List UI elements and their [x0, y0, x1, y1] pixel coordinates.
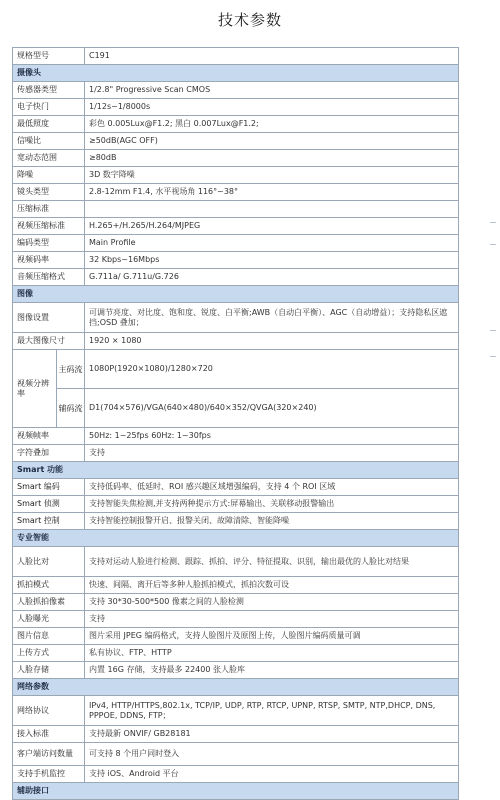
row-value: D1(704×576)/VGA(640×480)/640×352/QVGA(320×240) [85, 389, 459, 428]
table-row [13, 577, 459, 594]
row-label: 上传方式 [13, 645, 85, 662]
row-value: 1920 × 1080 [85, 333, 459, 350]
section-title: 辅助接口 [13, 783, 459, 800]
margin-tick [490, 356, 496, 357]
section-title: 专业智能 [13, 530, 459, 547]
row-value: 3D 数字降噪 [85, 167, 459, 184]
row-value: ≥50dB(AGC OFF) [85, 133, 459, 150]
table-row [13, 547, 459, 577]
row-value: 支持智能控制报警开启、报警关闭、故障清除、智能降噪 [85, 513, 459, 530]
row-label: 降噪 [13, 167, 85, 184]
row-label: 人脸曝光 [13, 611, 85, 628]
section-header [13, 679, 459, 696]
table-row [13, 628, 459, 645]
table-row [13, 116, 459, 133]
row-value: 支持 [85, 611, 459, 628]
section-header [13, 530, 459, 547]
table-row [13, 513, 459, 530]
row-label: 最低照度 [13, 116, 85, 133]
table-row [13, 99, 459, 116]
resolution-label: 视频分辨率 [13, 350, 57, 428]
row-value: 32 Kbps~16Mbps [85, 252, 459, 269]
section-title: 图像 [13, 286, 459, 303]
row-label: Smart 控制 [13, 513, 85, 530]
row-value: 可支持 8 个用户同时登入 [85, 743, 459, 766]
row-label: 编码类型 [13, 235, 85, 252]
table-row [13, 766, 459, 783]
table-row [13, 218, 459, 235]
table-row [13, 48, 459, 65]
table-row [13, 235, 459, 252]
section-header [13, 462, 459, 479]
row-value: 1080P(1920×1080)/1280×720 [85, 350, 459, 389]
row-label: 压缩标准 [13, 201, 85, 218]
row-label: 电子快门 [13, 99, 85, 116]
row-value: 2.8-12mm F1.4, 水平视场角 116°~38° [85, 184, 459, 201]
table-row [13, 726, 459, 743]
row-value: 可调节亮度、对比度、饱和度、锐度、白平衡;AWB（自动白平衡）、AGC（自动增益）；支持隐私区遮挡;OSD 叠加； [85, 303, 459, 333]
row-value: 支持 [85, 445, 459, 462]
row-label: 镜头类型 [13, 184, 85, 201]
row-label: 规格型号 [13, 48, 85, 65]
table-row [13, 428, 459, 445]
row-value: 支持 30*30-500*500 像素之间的人脸检测 [85, 594, 459, 611]
row-label: 抓拍模式 [13, 577, 85, 594]
row-label: 字符叠加 [13, 445, 85, 462]
margin-marks [470, 222, 500, 262]
table-row [13, 184, 459, 201]
row-value: 图片采用 JPEG 编码格式，支持人脸图片及原图上传，人脸图片编码质量可调 [85, 628, 459, 645]
row-label: 人脸存储 [13, 662, 85, 679]
table-row [13, 303, 459, 333]
row-value: 彩色 0.005Lux@F1.2; 黑白 0.007Lux@F1.2; [85, 116, 459, 133]
row-label: 宽动态范围 [13, 150, 85, 167]
table-row [13, 333, 459, 350]
table-row [13, 479, 459, 496]
table-row [13, 167, 459, 184]
section-title: Smart 功能 [13, 462, 459, 479]
row-value: 内置 16G 存储，支持最多 22400 张人脸库 [85, 662, 459, 679]
margin-tick [490, 330, 496, 331]
row-label: 音频压缩格式 [13, 269, 85, 286]
row-value: 支持最新 ONVIF/ GB28181 [85, 726, 459, 743]
row-label: Smart 侦测 [13, 496, 85, 513]
row-label: 视频码率 [13, 252, 85, 269]
section-header [13, 286, 459, 303]
table-row [13, 743, 459, 766]
margin-tick [490, 222, 496, 223]
table-row [13, 445, 459, 462]
row-label: 支持手机监控 [13, 766, 85, 783]
margin-tick [490, 244, 496, 245]
row-value: 快速、间隔、离开后等多种人脸抓拍模式，抓拍次数可设 [85, 577, 459, 594]
table-row [13, 662, 459, 679]
table-row [13, 496, 459, 513]
row-label: 接入标准 [13, 726, 85, 743]
row-label: 图像设置 [13, 303, 85, 333]
row-label: 网络协议 [13, 696, 85, 726]
row-label: 图片信息 [13, 628, 85, 645]
section-header [13, 783, 459, 800]
table-row [13, 645, 459, 662]
section-title: 摄像头 [13, 65, 459, 82]
row-label: Smart 编码 [13, 479, 85, 496]
row-value: 支持对运动人脸进行检测、跟踪、抓拍、评分、特征提取、识别，输出最优的人脸比对结果 [85, 547, 459, 577]
table-row [13, 252, 459, 269]
row-value [85, 201, 459, 218]
spec-table [12, 47, 459, 800]
row-value: 支持智能失焦检测,并支持两种提示方式:屏幕输出、关联移动报警输出 [85, 496, 459, 513]
section-title: 网络参数 [13, 679, 459, 696]
table-row [13, 350, 459, 389]
row-label: 信噪比 [13, 133, 85, 150]
row-value: 支持 iOS、Android 平台 [85, 766, 459, 783]
table-row [13, 594, 459, 611]
table-row [13, 389, 459, 428]
row-value: 1/2.8" Progressive Scan CMOS [85, 82, 459, 99]
row-label: 视频压缩标准 [13, 218, 85, 235]
table-row [13, 133, 459, 150]
main-stream-label: 主码流 [57, 350, 85, 389]
row-label: 传感器类型 [13, 82, 85, 99]
row-label: 人脸抓拍像素 [13, 594, 85, 611]
margin-marks [470, 330, 500, 370]
table-row [13, 269, 459, 286]
row-value: 50Hz: 1~25fps 60Hz: 1~30fps [85, 428, 459, 445]
row-value: IPv4, HTTP/HTTPS,802.1x, TCP/IP, UDP, RTP, RTCP, UPNP, RTSP, SMTP, NTP,DHCP, DNS, PPPOE, DDNS, FTP； [85, 696, 459, 726]
row-value: C191 [85, 48, 459, 65]
table-row [13, 611, 459, 628]
row-value: ≥80dB [85, 150, 459, 167]
row-value: 支持低码率、低延时、ROI 感兴趣区域增强编码，支持 4 个 ROI 区域 [85, 479, 459, 496]
row-label: 客户端访问数量 [13, 743, 85, 766]
row-label: 人脸比对 [13, 547, 85, 577]
row-value: Main Profile [85, 235, 459, 252]
section-header [13, 65, 459, 82]
row-value: G.711a/ G.711u/G.726 [85, 269, 459, 286]
sub-stream-label: 辅码流 [57, 389, 85, 428]
row-value: H.265+/H.265/H.264/MJPEG [85, 218, 459, 235]
row-label: 视频帧率 [13, 428, 85, 445]
row-value: 1/12s~1/8000s [85, 99, 459, 116]
table-row [13, 82, 459, 99]
page-title: 技术参数 [217, 11, 282, 29]
table-row [13, 696, 459, 726]
table-row [13, 150, 459, 167]
row-value: 私有协议、FTP、HTTP [85, 645, 459, 662]
table-row [13, 201, 459, 218]
row-label: 最大图像尺寸 [13, 333, 85, 350]
